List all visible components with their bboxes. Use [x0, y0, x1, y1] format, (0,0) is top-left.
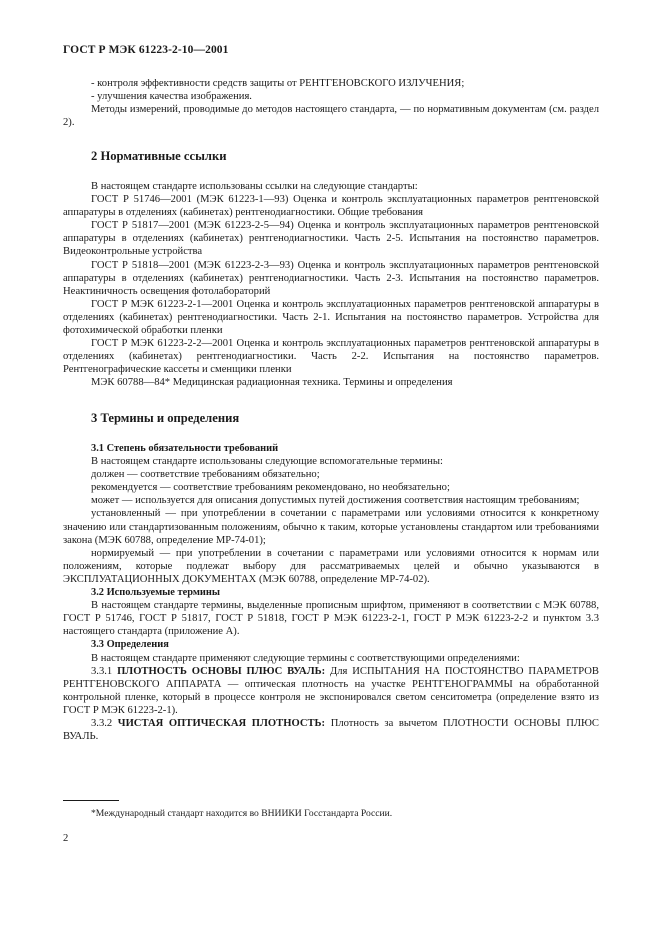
page-header: ГОСТ Р МЭК 61223-2-10—2001: [63, 44, 229, 56]
ref-item: ГОСТ Р 51746—2001 (МЭК 61223-1—93) Оценка и контроль эксплуатационных параметров рентгеновской аппаратуры в отделениях (кабинетах) рентгенодиагностики. Общие требования: [63, 194, 599, 219]
ref-item: ГОСТ Р 51818—2001 (МЭК 61223-2-3—93) Оценка и контроль эксплуатационных параметров рентгеновской аппаратуры в отделениях (кабинетах) рентгенодиагностики. Часть 2-3. Испытания на постоянство параметров. Неактиничность освещения фотолабораторий: [63, 259, 599, 297]
section-3-body: [63, 442, 599, 743]
subsection-3-3-title: 3.3 Определения: [91, 639, 169, 651]
intro-line-3: Методы измерений, проводимые до методов настоящего стандарта, — по нормативным документам (см. раздел 2).: [63, 104, 599, 129]
ref-item: ГОСТ Р МЭК 61223-2-1—2001 Оценка и контроль эксплуатационных параметров рентгеновской аппаратуры в отделениях (кабинетах) рентгенодиагностики. Часть 2-1. Испытания на постоянство параметров. Устройства для фотохимической обработки пленки: [63, 298, 599, 337]
ref-item: ГОСТ Р 51817—2001 (МЭК 61223-2-5—94) Оценка и контроль эксплуатационных параметров рентгеновской аппаратуры в отделениях (кабинетах) рентгенодиагностики. Часть 2-5. Испытания на постоянство параметров. Видеоконтрольные устройства: [63, 220, 599, 258]
intro-line-1: - контроля эффективности средств защиты от РЕНТГЕНОВСКОГО ИЗЛУЧЕНИЯ;: [91, 78, 465, 89]
paragraph: рекомендуется — соответствие требованиям рекомендовано, но необязательно;: [91, 482, 450, 494]
section-2-heading: 2 Нормативные ссылки: [91, 149, 227, 163]
subsection-3-1-title: 3.1 Степень обязательности требований: [91, 443, 279, 454]
ref-item: ГОСТ Р МЭК 61223-2-2—2001 Оценка и контроль эксплуатационных параметров рентгеновской аппаратуры в отделениях (кабинетах) рентгенодиагностики. Часть 2-2. Испытания на постоянство параметров. Рентгенографические кассеты и сменщики пленки: [63, 338, 599, 376]
intro-line-2: - улучшения качества изображения.: [91, 91, 252, 103]
paragraph: должен — соответствие требованиям обязательно;: [91, 469, 320, 481]
refs-intro: В настоящем стандарте использованы ссылки на следующие стандарты:: [91, 181, 418, 192]
definition-term: ЧИСТАЯ ОПТИЧЕСКАЯ ПЛОТНОСТЬ:: [117, 717, 326, 729]
paragraph: В настоящем стандарте использованы следующие вспомогательные термины:: [91, 456, 443, 468]
paragraph: может — используется для описания допустимых путей достижения соответствия настоящим требованиям;: [91, 495, 580, 507]
footnote-separator: [63, 800, 119, 801]
paragraph: В настоящем стандарте применяют следующие термины с соответствующими определениями:: [91, 652, 520, 664]
ref-item: МЭК 60788—84* Медицинская радиационная техника. Термины и определения: [91, 377, 453, 389]
subsection-3-2-title: 3.2 Используемые термины: [91, 587, 220, 599]
section-3-heading: 3 Термины и определения: [91, 411, 240, 425]
definition-text: Плотность за вычетом ПЛОТНОСТИ ОСНОВЫ ПЛЮС ВУАЛЬ.: [63, 717, 599, 743]
page-number: 2: [63, 833, 69, 844]
paragraph: В настоящем стандарте термины, выделенные прописным шрифтом, применяют в соответствии с МЭК 60788, ГОСТ Р 51746, ГОСТ Р 51817, ГОСТ Р 51818, ГОСТ Р МЭК 61223-2-1, ГОСТ Р МЭК 61223-2-2 и пунктом 3.3 настоящего стандарта (приложение А).: [63, 600, 599, 638]
definition-number: 3.3.1: [91, 665, 113, 677]
paragraph: нормируемый — при употреблении в сочетании с параметрами или условиями относится к нормам или положениям, которые подлежат выбору для рассматриваемых целей и обычно указываются в ЭКСПЛУАТАЦИОННЫХ ДОКУМЕНТАХ (МЭК 60788, определение МР-74-02).: [63, 547, 599, 585]
definition-term: ПЛОТНОСТЬ ОСНОВЫ ПЛЮС ВУАЛЬ:: [117, 665, 326, 677]
intro-block: [63, 77, 599, 129]
definition-3-3-2: [63, 717, 599, 743]
section-2-body: [63, 180, 599, 390]
definition-text: Для ИСПЫТАНИЯ НА ПОСТОЯНСТВО ПАРАМЕТРОВ РЕНТГЕНОВСКОГО АППАРАТА — оптическая плотность на участке РЕНТГЕНОГРАММЫ на обработанной контрольной пленке, который в процессе контроля не экспонировался светом сенситометра (определение взято из ГОСТ Р МЭК 61223-2-1).: [63, 665, 599, 716]
paragraph: установленный — при употреблении в сочетании с параметрами или условиями относится к конкретному значению или стандартизованным положениям, обычно к таким, которые установлены стандартом или требованиями закона (МЭК 60788, определение МР-74-01);: [63, 508, 599, 546]
definition-3-3-1: [63, 665, 599, 717]
footnote: *Международный стандарт находится во ВНИИКИ Госстандарта России.: [91, 808, 393, 819]
definition-number: 3.3.2: [91, 717, 113, 729]
